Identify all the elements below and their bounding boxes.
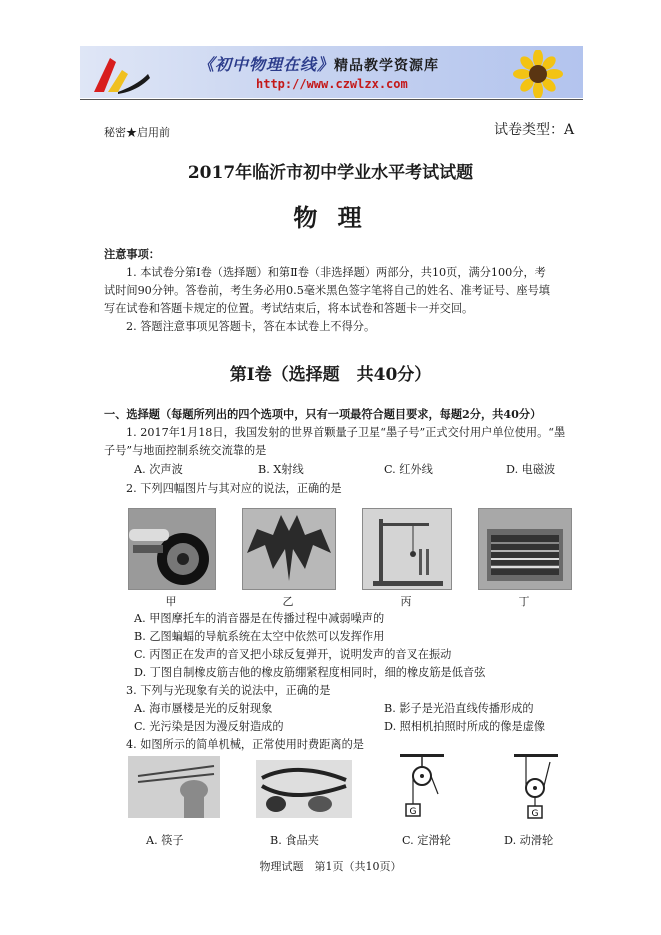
section-intro: 一、选择题（每题所列出的四个选项中，只有一项最符合题目要求，每题2分，共40分） [104, 407, 542, 421]
q1-option-b: B. X射线 [258, 463, 304, 476]
site-logo [84, 48, 154, 96]
exam-title: 2017年临沂市初中学业水平考试试题 [187, 163, 474, 183]
bat-image [242, 508, 336, 590]
weight-label-d: G [531, 809, 539, 819]
q1-option-d: D. 电磁波 [506, 463, 556, 476]
banner-title-main: 《初中物理在线》 [198, 55, 335, 74]
page-footer: 物理试题 第1页（共10页） [259, 860, 402, 873]
rubber-band-guitar-image [478, 508, 572, 590]
q4-option-a: A. 筷子 [146, 834, 184, 847]
q3-option-c: C. 光污染是因为漫反射造成的 [134, 720, 284, 733]
q3-option-d: D. 照相机拍照时所成的像是虚像 [384, 720, 546, 733]
q4-stem: 4. 如图所示的简单机械，正常使用时费距离的是 [126, 738, 364, 751]
q3-option-a: A. 海市蜃楼是光的反射现象 [134, 702, 273, 715]
banner-url: http://www.czwlzx.com [256, 77, 408, 91]
fixed-pulley-diagram [396, 752, 448, 824]
weight-label-c: G [409, 807, 417, 817]
q4-option-c: C. 定滑轮 [402, 834, 451, 847]
banner-subtitle: 精品教学资源库 [334, 58, 440, 74]
q3-option-b: B. 影子是光沿直线传播形成的 [384, 702, 534, 715]
q1-stem-line-2: 子号”与地面控制系统交流靠的是 [104, 444, 267, 457]
subject-title: 物 理 [293, 203, 368, 232]
q4-option-d: D. 动滑轮 [504, 834, 554, 847]
tuning-fork-image [362, 508, 452, 590]
q2-option-d: D. 丁图自制橡皮筋吉他的橡皮筋绷紧程度相同时，细的橡皮筋是低音弦 [134, 666, 486, 679]
caption-ding: 丁 [518, 595, 530, 608]
motorcycle-image [128, 508, 216, 590]
q1-option-a: A. 次声波 [134, 463, 183, 476]
notice-heading: 注意事项： [104, 247, 160, 261]
header-banner [80, 46, 583, 98]
secret-label: 秘密★启用前 [104, 126, 170, 139]
q3-stem: 3. 下列与光现象有关的说法中，正确的是 [126, 684, 331, 697]
q1-stem-line-1: 1. 2017年1月18日，我国发射的世界首颗量子卫星“墨子号”正式交付用户单位使用。“墨 [126, 426, 566, 439]
notice-item-1-line-3: 写在试卷和答题卡规定的位置。考试结束后，将本试卷和答题卡一并交回。 [104, 302, 474, 315]
paper-type: 试卷类型：A [494, 122, 575, 138]
sunflower-image [502, 50, 572, 98]
header-divider [80, 99, 583, 100]
caption-bing: 丙 [400, 595, 412, 608]
notice-item-2: 2. 答题注意事项见答题卡，答在本试卷上不得分。 [126, 320, 376, 333]
q2-option-c: C. 丙图正在发声的音叉把小球反复弹开，说明发声的音叉在振动 [134, 648, 452, 661]
q2-option-b: B. 乙图蝙蝠的导航系统在太空中依然可以发挥作用 [134, 630, 385, 643]
q1-option-c: C. 红外线 [384, 463, 433, 476]
notice-item-1-line-1: 1. 本试卷分第Ⅰ卷（选择题）和第Ⅱ卷（非选择题）两部分，共10页，满分100分，考 [126, 266, 546, 279]
notice-item-1-line-2: 试时间90分钟。答卷前，考生务必用0.5毫米黑色签字笔将自己的姓名、准考证号、座号填 [104, 284, 550, 297]
banner-title [198, 52, 439, 75]
movable-pulley-diagram [510, 752, 562, 824]
food-tongs-image [256, 760, 352, 818]
q2-stem: 2. 下列四幅图片与其对应的说法，正确的是 [126, 482, 342, 495]
caption-yi: 乙 [282, 595, 294, 608]
q4-option-b: B. 食品夹 [270, 834, 319, 847]
q2-option-a: A. 甲图摩托车的消音器是在传播过程中减弱噪声的 [134, 612, 385, 625]
chopsticks-image [128, 756, 220, 818]
section-title: 第Ⅰ卷（选择题 共40分） [229, 365, 432, 385]
caption-jia: 甲 [165, 595, 177, 608]
